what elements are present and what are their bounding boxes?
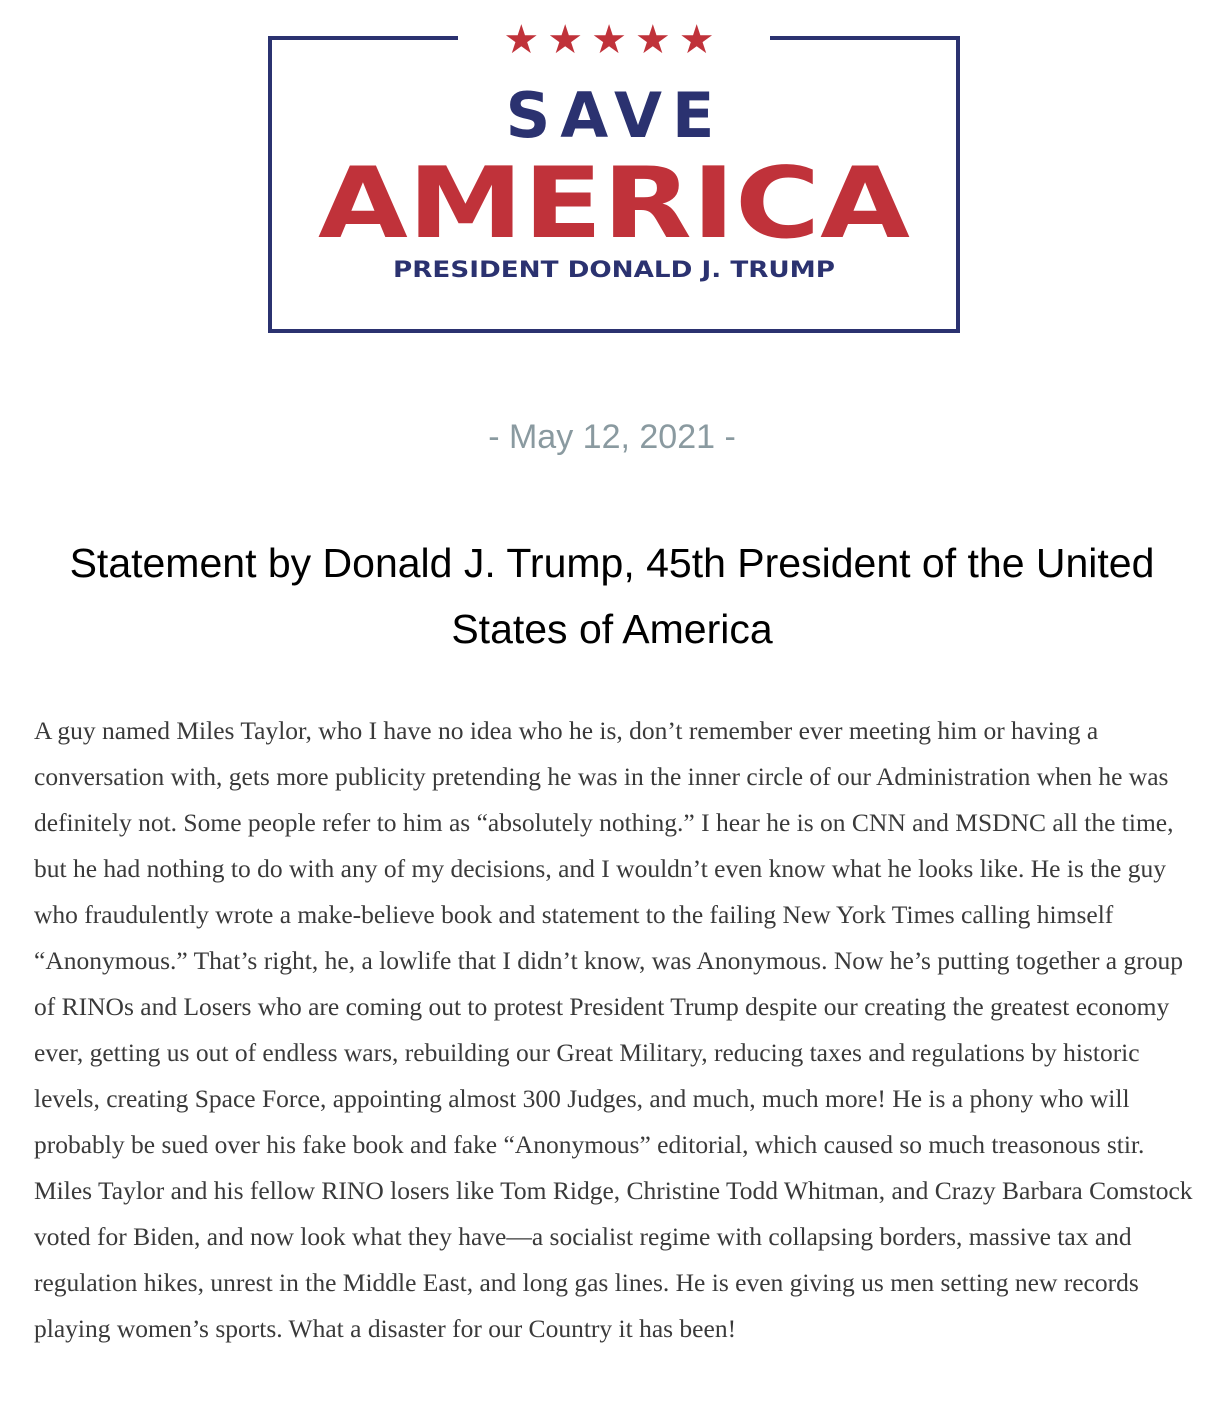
save-america-logo xyxy=(0,0,1224,350)
statement-title: Statement by Donald J. Trump, 45th President of the United States of America xyxy=(69,540,1155,652)
logo-subtitle: PRESIDENT DONALD J. TRUMP xyxy=(393,258,835,283)
logo-save: SAVE xyxy=(505,79,725,152)
statement-body: A guy named Miles Taylor, who I have no idea who he is, don’t remember ever meeting him or having a conversation with, gets more publicity pretending he was in the inner circle of our Administration when he was definitely not. Some people refer to him as “absolutely nothing.” I hear he is on CNN and MSDNC all the time, but he had nothing to do with any of my decisions, and I wouldn’t even know what he looks like. He is the guy who fraudulently wrote a make-believe book and statement to the failing New York Times calling himself “Anonymous.” That’s right, he, a lowlife that I didn’t know, was Anonymous. Now he’s putting together a group of RINOs and Losers who are coming out to protest President Trump despite our creating the greatest economy ever, getting us out of endless wars, rebuilding our Great Military, reducing taxes and regulations by historic levels, creating Space Force, appointing almost 300 Judges, and much, much more! He is a phony who will probably be sued over his fake book and fake “Anonymous” editorial, which caused so much treasonous stir. Miles Taylor and his fellow RINO losers like Tom Ridge, Christine Todd Whitman, and Crazy Barbara Comstock voted for Biden, and now look what they have—a socialist regime with collapsing borders, massive tax and regulation hikes, unrest in the Middle East, and long gas lines. He is even giving us men setting new records playing women’s sports. What a disaster for our Country it has been! xyxy=(34,716,1193,1343)
logo-america: AMERICA xyxy=(318,147,911,261)
logo-stars: ★★★★★ xyxy=(503,17,723,63)
statement-date: - May 12, 2021 - xyxy=(488,418,736,456)
